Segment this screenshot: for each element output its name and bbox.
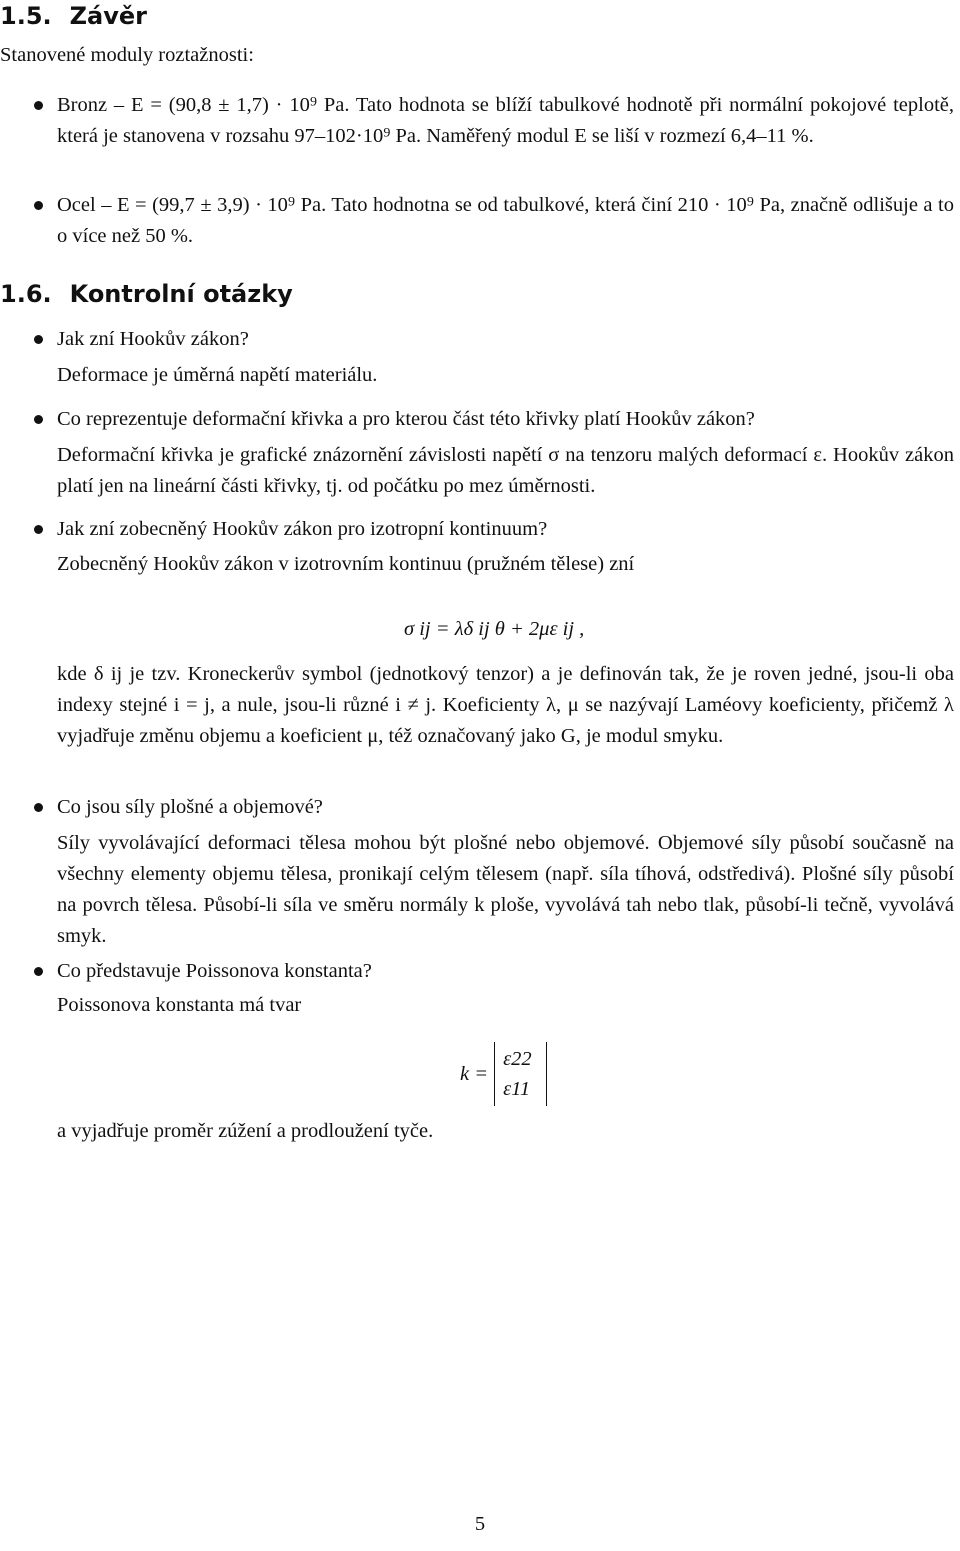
intro-text: Stanovené moduly roztažnosti:: [0, 44, 254, 66]
bullet-icon: [34, 335, 43, 344]
equation-fraction: [494, 1042, 547, 1106]
section-number: 1.6.: [0, 280, 52, 308]
equation-hooke: σ ij = λδ ij θ + 2με ij ,: [404, 618, 585, 640]
question-5: Co představuje Poissonova konstanta?: [57, 960, 372, 982]
bullet-icon: [34, 967, 43, 976]
bullet-icon: [34, 803, 43, 812]
question-4: Co jsou síly plošné a objemové?: [57, 796, 323, 818]
answer-4: Síly vyvolávající deformaci tělesa mohou být plošné nebo objemové. Objemové síly působí současně na všechny elementy objemu tělesa, pronikají celým tělesem (např. síla tíhová, odstředivá). Plošné síly působí na povrch tělesa. Působí-li síla ve směru normály k ploše, vyvolává tah nebo tlak, působí-li tečně, vyvolává smyk.: [57, 832, 954, 947]
answer-3-text: kde δ ij je tzv. Kroneckerův symbol (jednotkový tenzor) a je definován tak, že je roven jedné, jsou-li oba indexy stejné i = j, a nule, jsou-li různé i ≠ j. Koeficienty λ, μ se nazývají Laméovy koeficienty, přičemž λ vyjadřuje změnu objemu a koeficient μ, též označovaný jako G, je modul smyku.: [57, 663, 954, 747]
bullet-icon: [34, 101, 43, 110]
answer-5-outro: a vyjadřuje proměr zúžení a prodloužení tyče.: [57, 1120, 434, 1142]
section-heading-zaver: [0, 2, 147, 30]
answer-5-intro: Poissonova konstanta má tvar: [57, 994, 302, 1016]
result-ocel: Ocel – E = (99,7 ± 3,9) · 10⁹ Pa. Tato hodnotna se od tabulkové, která činí 210 · 10⁹ Pa, značně odlišuje a to o více než 50 %.: [57, 194, 954, 247]
section-number: 1.5.: [0, 2, 52, 30]
section-heading-otazky: [0, 280, 293, 308]
answer-3-intro: Zobecněný Hookův zákon v izotrovním kontinuu (pružném tělese) zní: [57, 553, 635, 575]
section-title: Závěr: [69, 2, 147, 30]
equation-denominator: ε11: [503, 1078, 531, 1100]
equation-poisson: [460, 1042, 547, 1106]
answer-1: Deformace je úměrná napětí materiálu.: [57, 364, 378, 386]
section-title: Kontrolní otázky: [69, 280, 293, 308]
result-bronz: Bronz – E = (90,8 ± 1,7) · 10⁹ Pa. Tato hodnota se blíží tabulkové hodnotě při normální pokojové teplotě, která je stanovena v rozsahu 97–102·10⁹ Pa. Naměřený modul E se liší v rozmezí 6,4–11 %.: [57, 94, 954, 147]
equation-lhs: k =: [460, 1062, 489, 1085]
question-2: Co reprezentuje deformační křivka a pro kterou část této křivky platí Hookův zákon?: [57, 408, 755, 430]
bullet-icon: [34, 415, 43, 424]
question-1: Jak zní Hookův zákon?: [57, 328, 249, 350]
equation-numerator: ε22: [503, 1048, 532, 1070]
bullet-icon: [34, 525, 43, 534]
answer-2: Deformační křivka je grafické znázornění závislosti napětí σ na tenzoru malých deformací ε. Hookův zákon platí jen na lineární části křivky, tj. od počátku po mez úměrnosti.: [57, 444, 954, 497]
question-3: Jak zní zobecněný Hookův zákon pro izotropní kontinuum?: [57, 518, 548, 540]
bullet-icon: [34, 201, 43, 210]
page-number: 5: [474, 1513, 486, 1535]
